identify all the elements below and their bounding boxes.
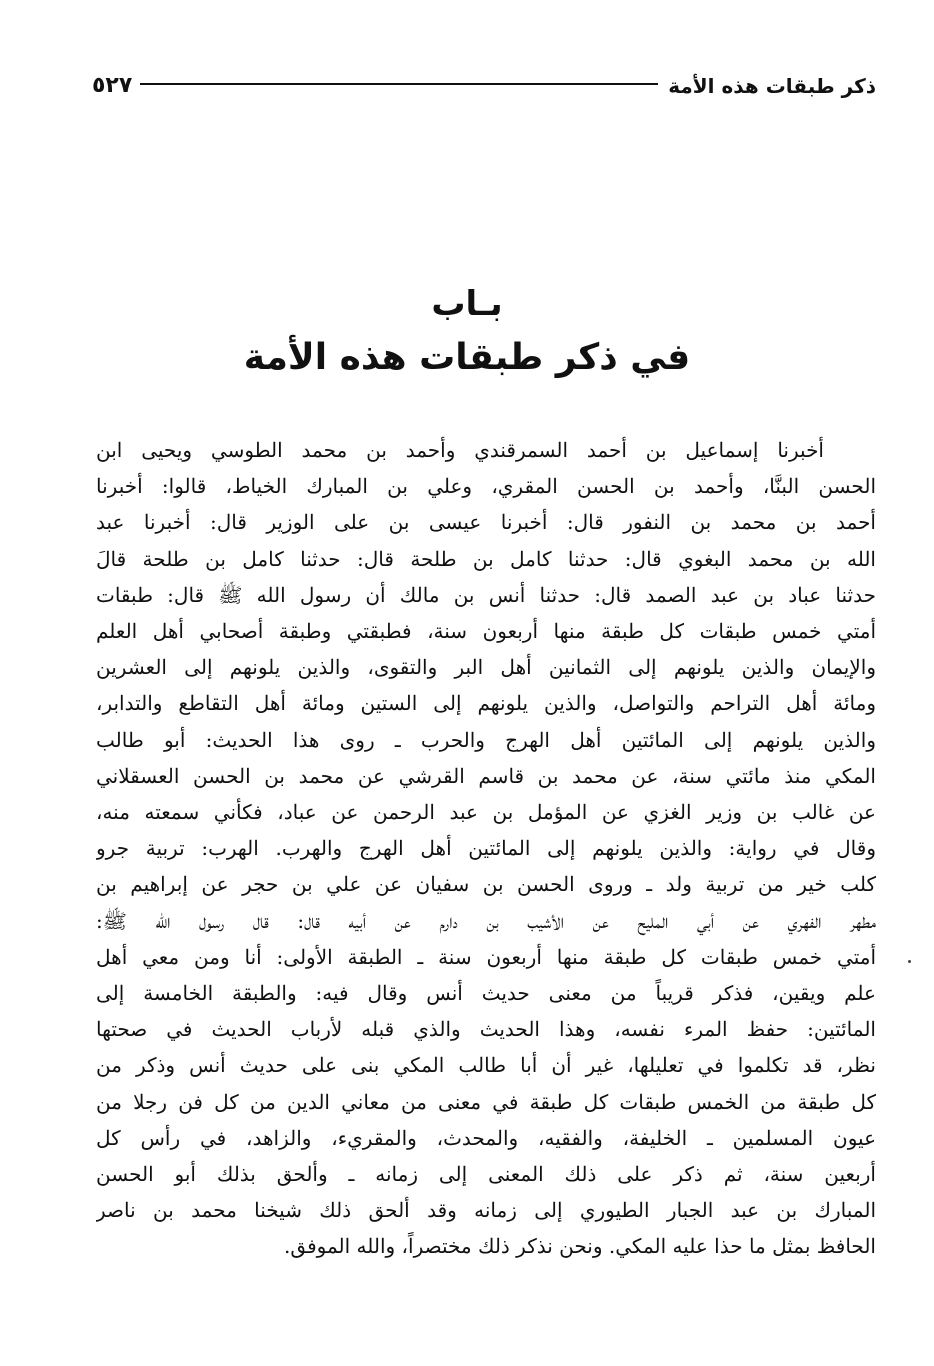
text-line: عيون المسلمين ـ الخليفة، والفقيه، والمحدث، والمقريء، والزاهد، في رأس كل (96, 1125, 876, 1150)
text-line: أخبرنا إسماعيل بن أحمد السمرقندي وأحمد بن محمد الطوسي ويحيى ابن (96, 438, 824, 462)
text-line: أربعين سنة، ثم ذكر على ذلك المعنى إلى زمانه ـ وألحق بذلك أبو الحسن (96, 1162, 876, 1187)
text-line: الحسن البنَّا، وأحمد بن الحسن المقري، وعلي بن المبارك الخياط، قالوا: أخبرنا (96, 474, 876, 499)
chapter-label: بـاب (431, 284, 503, 324)
running-title: ذكر طبقات هذه الأمة (668, 74, 876, 98)
chapter-title: في ذكر طبقات هذه الأمة (243, 337, 691, 378)
margin-speck (908, 960, 911, 963)
running-header (92, 60, 876, 100)
text-line: نظر، قد تكلموا في تعليلها، غير أن أبا طالب المكي بنى على حديث أنس وذكر من (96, 1053, 876, 1078)
text-line: الحافظ بمثل ما حذا عليه المكي. ونحن نذكر ذلك مختصراً، والله الموفق. (284, 1234, 876, 1259)
text-line: كل طبقة من الخمس طبقات كل طبقة في معنى من معاني الدين من كل فن رجلا من (96, 1089, 876, 1114)
text-line: أمتي خمس طبقات كل طبقة منها أربعون سنة، فطبقتي وطبقة أصحابي أهل العلم (96, 619, 876, 644)
text-line: علم ويقين، فذكر قريباً من معنى حديث أنس وقال فيه: والطبقة الخامسة إلى (96, 981, 876, 1006)
text-line: ومائة أهل التراحم والتواصل، والذين يلونهم إلى الستين ومائة أهل التقاطع والتدابر، (96, 691, 876, 716)
header-rule (140, 83, 658, 85)
text-line: المبارك بن عبد الجبار الطيوري إلى زمانه وقد ألحق ذلك شيخنا محمد بن ناصر (96, 1198, 876, 1223)
text-line: حدثنا عباد بن عبد الصمد قال: حدثنا أنس بن مالك أن رسول الله ﷺ قال: طبقات (96, 582, 876, 607)
text-line: المكي منذ مائتي سنة، عن محمد بن قاسم القرشي عن محمد بن الحسن العسقلاني (96, 763, 876, 788)
text-line: أمتي خمس طبقات كل طبقة منها أربعون سنة ـ الطبقة الأولى: أنا ومن معي أهل (96, 944, 876, 969)
text-line: والإيمان والذين يلونهم إلى الثمانين أهل البر والتقوى، والذين يلونهم إلى العشرين (96, 655, 876, 680)
text-line: وقال في رواية: والذين يلونهم إلى المائتين أهل الهرج والهرب. الهرب: تربية جرو (96, 836, 876, 861)
text-line: الله بن محمد البغوي قال: حدثنا كامل بن طلحة قال: حدثنا كامل بن طلحة قالَ (96, 546, 876, 571)
text-line: أحمد بن محمد بن النفور قال: أخبرنا عيسى بن على الوزير قال: أخبرنا عبد (96, 510, 876, 535)
text-line: عن غالب بن وزير الغزي عن المؤمل بن عبد الرحمن عن عباد، فكأني سمعته منه، (96, 800, 876, 825)
text-line: مطهر الفهري عن أبي المليح عن الأشيب بن دارم عن أبيه قال: قال رسول الله ﷺ: (96, 908, 876, 933)
text-line: والذين يلونهم إلى المائتين أهل الهرج والحرب ـ روى هذا الحديث: أبو طالب (96, 727, 876, 752)
text-line: المائتين: حفظ المرء نفسه، وهذا الحديث والذي قبله لأرباب الحديث في صحتها (96, 1017, 876, 1042)
page-number: ٥٢٧ (92, 73, 133, 98)
text-line: كلب خير من تربية ولد ـ وروى الحسن بن سفيان عن علي بن حجر عن إبراهيم بن (96, 872, 876, 897)
body-text (96, 432, 876, 1265)
